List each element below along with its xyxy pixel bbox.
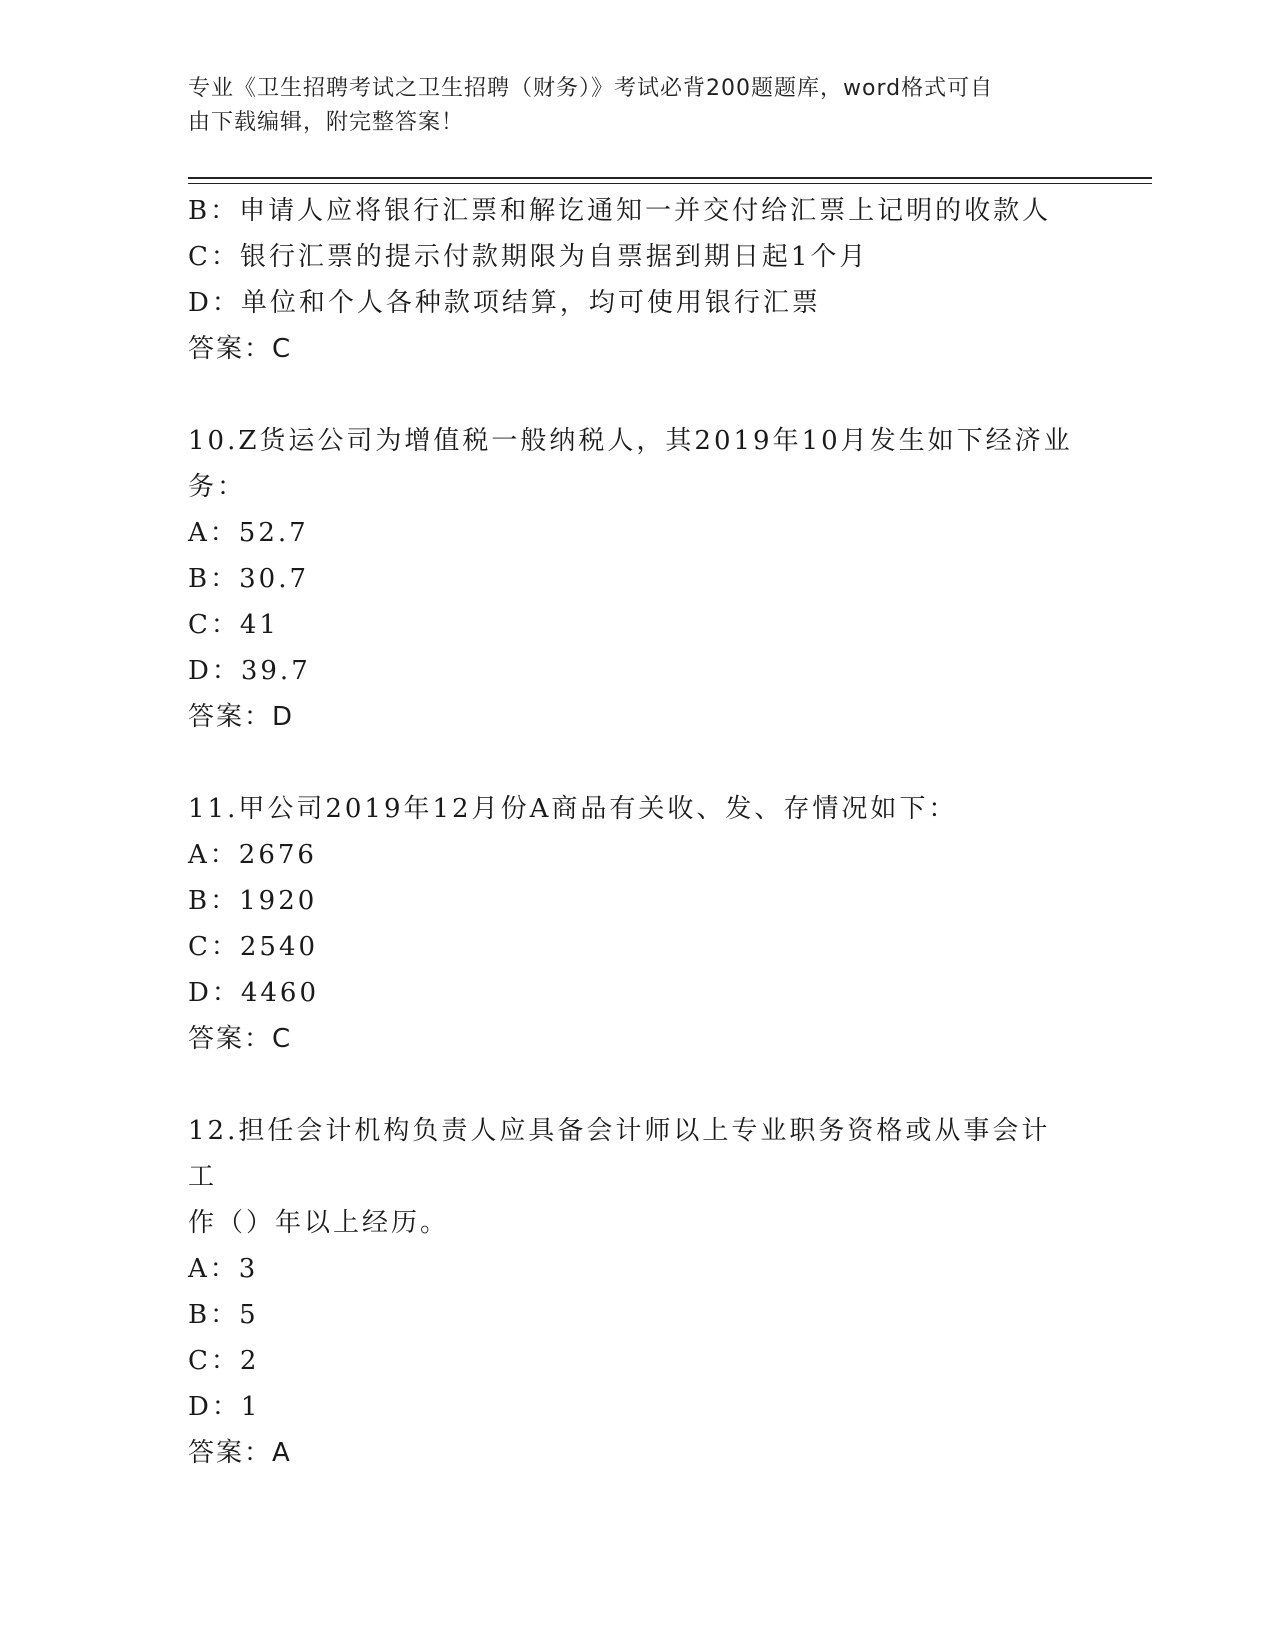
header-divider-thick <box>188 177 1152 179</box>
option-b: B：5 <box>188 1300 259 1330</box>
spacer <box>188 740 1088 786</box>
document-body <box>188 188 1088 1476</box>
option-d: D：39.7 <box>188 656 311 686</box>
spacer <box>188 372 1088 418</box>
option-c: C：2540 <box>188 932 319 962</box>
header-divider-thin <box>188 183 1152 184</box>
answer: 答案：C <box>188 1024 293 1054</box>
spacer <box>188 1062 1088 1108</box>
answer: 答案：A <box>188 1438 292 1468</box>
question-9-continuation <box>188 188 1088 372</box>
document-header <box>188 72 1068 140</box>
option-d: D：单位和个人各种款项结算，均可使用银行汇票 <box>188 288 821 318</box>
question-stem-line: 作（）年以上经历。 <box>188 1208 450 1238</box>
option-d: D：4460 <box>188 978 320 1008</box>
option-b: B：申请人应将银行汇票和解讫通知一并交付给汇票上记明的收款人 <box>188 196 1052 226</box>
option-b: B：1920 <box>188 886 318 916</box>
option-b: B：30.7 <box>188 564 309 594</box>
question-stem-line: 11.甲公司2019年12月份A商品有关收、发、存情况如下： <box>188 794 958 824</box>
header-line-2: 由下载编辑，附完整答案！ <box>188 110 465 135</box>
option-a: A：2676 <box>188 840 317 870</box>
option-c: C：银行汇票的提示付款期限为自票据到期日起1个月 <box>188 242 869 272</box>
option-a: A：52.7 <box>188 518 309 548</box>
option-a: A：3 <box>188 1254 259 1284</box>
option-c: C：41 <box>188 610 279 640</box>
question-11 <box>188 786 1088 1062</box>
option-c: C：2 <box>188 1346 260 1376</box>
option-d: D：1 <box>188 1392 261 1422</box>
question-stem-line: 12.担任会计机构负责人应具备会计师以上专业职务资格或从事会计工 <box>188 1116 1051 1192</box>
answer: 答案：D <box>188 702 295 732</box>
question-12 <box>188 1108 1088 1476</box>
header-line-1: 专业《卫生招聘考试之卫生招聘（财务）》考试必背200题题库，word格式可自 <box>188 76 994 101</box>
question-10 <box>188 418 1088 740</box>
question-stem-line: 务： <box>188 472 247 502</box>
answer: 答案：C <box>188 334 293 364</box>
question-stem-line: 10.Z货运公司为增值税一般纳税人，其2019年10月发生如下经济业 <box>188 426 1073 456</box>
